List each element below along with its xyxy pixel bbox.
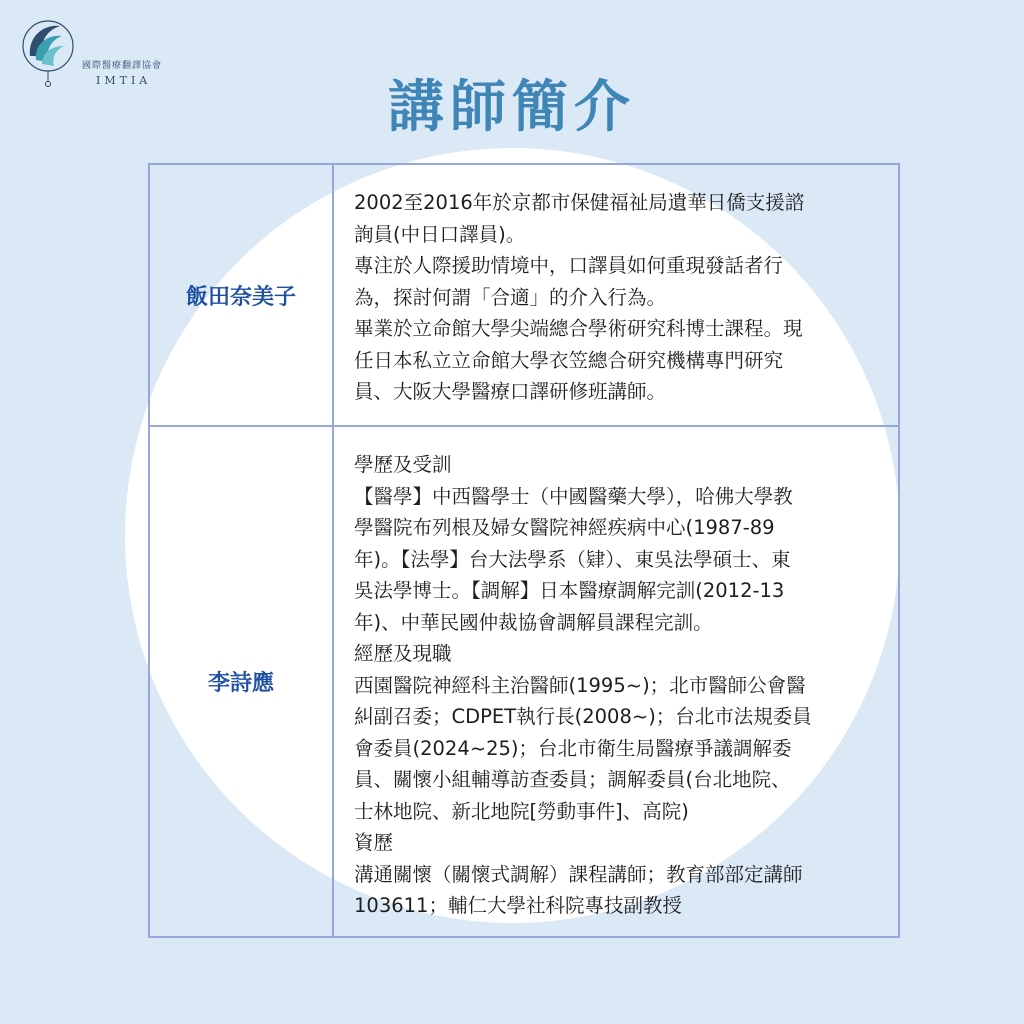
instructor-table bbox=[148, 163, 900, 938]
instructor-row bbox=[150, 165, 898, 427]
bio-line: 吳法學博士。【調解】日本醫療調解完訓(2012-13 bbox=[354, 579, 785, 602]
bio-heading-education: 學歷及受訓 bbox=[354, 453, 452, 476]
logo-name-en: IMTIA bbox=[96, 74, 152, 87]
bio-line: 員、大阪大學醫療口譯研修班講師。 bbox=[354, 380, 667, 403]
bio-line: 專注於人際援助情境中，口譯員如何重現發話者行 bbox=[354, 254, 784, 277]
instructor-row bbox=[150, 427, 898, 936]
instructor-bio bbox=[334, 165, 898, 425]
bio-line: 員、關懷小組輔導訪查委員；調解委員(台北地院、 bbox=[354, 768, 791, 791]
bio-line: 年)、中華民國仲裁協會調解員課程完訓。 bbox=[354, 610, 713, 634]
instructor-name: 李詩應 bbox=[150, 427, 334, 936]
page-title: 講師簡介 bbox=[388, 75, 636, 140]
bio-line: 為，探討何謂「合適」的介入行為。 bbox=[354, 285, 667, 309]
instructor-bio bbox=[334, 427, 898, 936]
logo-name-cn: 國際醫療翻譯協會 bbox=[82, 61, 163, 71]
bio-line: 103611；輔仁大學社科院專技副教授 bbox=[354, 894, 682, 917]
bio-line: 2002至2016年於京都市保健福祉局遺華日僑支援諮 bbox=[354, 191, 805, 214]
bio-line: 士林地院、新北地院[勞動事件]、高院) bbox=[354, 799, 689, 823]
bio-heading-qualifications: 資歷 bbox=[354, 831, 394, 854]
bio-line: 西園醫院神經科主治醫師(1995~)；北市醫師公會醫 bbox=[354, 673, 806, 697]
instructor-name: 飯田奈美子 bbox=[150, 165, 334, 425]
bio-line: 會委員(2024~25)；台北市衛生局醫療爭議調解委 bbox=[354, 736, 792, 760]
bio-line: 溝通關懷（關懷式調解）課程講師；教育部部定講師 bbox=[354, 862, 803, 886]
bio-line: 年)。【法學】台大法學系（肄）、東吳法學碩士、東 bbox=[354, 547, 791, 571]
bio-line: 糾副召委；CDPET執行長(2008~)；台北市法規委員 bbox=[354, 705, 812, 728]
bio-line: 學醫院布列根及婦女醫院神經疾病中心(1987-89 bbox=[354, 516, 775, 539]
bio-line: 任日本私立立命館大學衣笠總合研究機構專門研究 bbox=[354, 348, 784, 372]
bio-line: 【醫學】中西醫學士（中國醫藥大學），哈佛大學教 bbox=[354, 484, 793, 508]
bio-line: 畢業於立命館大學尖端總合學術研究科博士課程。現 bbox=[354, 317, 803, 340]
bio-line: 詢員(中日口譯員)。 bbox=[354, 222, 526, 246]
bio-heading-experience: 經歷及現職 bbox=[354, 642, 452, 665]
